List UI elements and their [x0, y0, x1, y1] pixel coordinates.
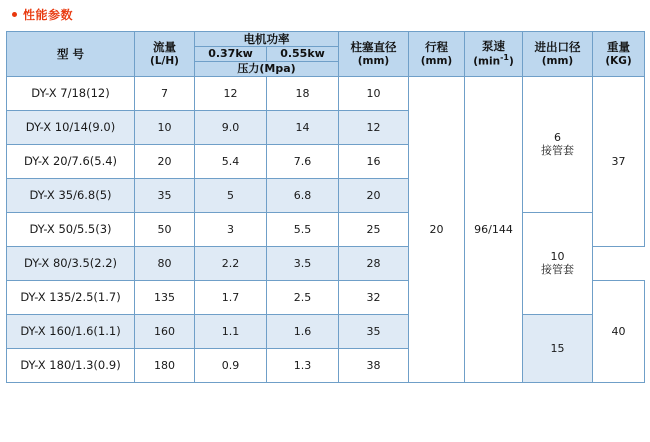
cell-flow: 10 [135, 110, 195, 144]
cell-weight-merged-1: 37 [593, 76, 645, 246]
cell-model: DY-X 135/2.5(1.7) [7, 280, 135, 314]
cell-power-037: 5.4 [195, 144, 267, 178]
header-power-037: 0.37kw [195, 47, 267, 62]
cell-power-055: 1.6 [267, 314, 339, 348]
cell-model: DY-X 80/3.5(2.2) [7, 246, 135, 280]
cell-weight-merged-2: 40 [593, 280, 645, 382]
cell-power-037: 2.2 [195, 246, 267, 280]
header-row-1 [7, 32, 645, 47]
table-row [7, 76, 645, 110]
table-row [7, 212, 645, 246]
header-motor-power: 电机功率 [195, 32, 339, 47]
cell-port-1-line1: 6 [554, 130, 561, 144]
cell-model: DY-X 20/7.6(5.4) [7, 144, 135, 178]
cell-flow: 35 [135, 178, 195, 212]
header-stroke-unit: (mm) [420, 54, 453, 67]
cell-power-055: 6.8 [267, 178, 339, 212]
cell-model: DY-X 160/1.6(1.1) [7, 314, 135, 348]
cell-flow: 135 [135, 280, 195, 314]
header-port-label: 进出口径 [534, 40, 581, 55]
header-port-unit: (mm) [541, 54, 574, 67]
cell-stroke-merged: 20 [409, 76, 465, 382]
cell-flow: 180 [135, 348, 195, 382]
cell-power-037: 1.1 [195, 314, 267, 348]
header-model: 型 号 [7, 32, 135, 77]
cell-port-merged-1 [523, 76, 593, 212]
cell-flow: 20 [135, 144, 195, 178]
header-port-diameter [523, 32, 593, 77]
header-plunger-unit: (mm) [357, 54, 390, 67]
cell-flow: 7 [135, 76, 195, 110]
header-stroke-label: 行程 [425, 40, 448, 55]
cell-model: DY-X 10/14(9.0) [7, 110, 135, 144]
cell-power-055: 2.5 [267, 280, 339, 314]
header-pump-speed-unit [465, 53, 522, 69]
cell-plunger: 25 [339, 212, 409, 246]
performance-parameters-table [6, 31, 645, 383]
section-title [0, 0, 650, 29]
header-pump-speed-unit-b: ) [508, 55, 514, 68]
cell-power-037: 0.9 [195, 348, 267, 382]
cell-power-037: 1.7 [195, 280, 267, 314]
cell-power-055: 14 [267, 110, 339, 144]
header-flow-label: 流量 [153, 40, 176, 55]
cell-power-055: 3.5 [267, 246, 339, 280]
cell-plunger: 20 [339, 178, 409, 212]
header-weight [593, 32, 645, 77]
cell-power-037: 3 [195, 212, 267, 246]
cell-power-037: 9.0 [195, 110, 267, 144]
cell-plunger: 35 [339, 314, 409, 348]
cell-model: DY-X 180/1.3(0.9) [7, 348, 135, 382]
cell-flow: 160 [135, 314, 195, 348]
header-pressure: 压力(Mpa) [195, 62, 339, 77]
cell-power-055: 18 [267, 76, 339, 110]
header-flow [135, 32, 195, 77]
bullet-icon [12, 12, 17, 17]
cell-flow: 50 [135, 212, 195, 246]
cell-plunger: 10 [339, 76, 409, 110]
cell-plunger: 28 [339, 246, 409, 280]
header-pump-speed-label: 泵速 [482, 38, 505, 53]
cell-power-037: 12 [195, 76, 267, 110]
cell-model: DY-X 7/18(12) [7, 76, 135, 110]
cell-pump-speed-merged: 96/144 [465, 76, 523, 382]
header-weight-unit: (KG) [605, 54, 632, 67]
header-power-055: 0.55kw [267, 47, 339, 62]
table-row [7, 314, 645, 348]
header-plunger-diameter [339, 32, 409, 77]
cell-power-055: 7.6 [267, 144, 339, 178]
header-stroke [409, 32, 465, 77]
cell-port-2-line1: 10 [550, 249, 565, 263]
cell-flow: 80 [135, 246, 195, 280]
header-plunger-label: 柱塞直径 [350, 40, 397, 55]
cell-model: DY-X 50/5.5(3) [7, 212, 135, 246]
cell-plunger: 12 [339, 110, 409, 144]
cell-power-037: 5 [195, 178, 267, 212]
cell-power-055: 5.5 [267, 212, 339, 246]
cell-port-merged-3: 15 [523, 314, 593, 382]
cell-port-merged-2 [523, 212, 593, 314]
cell-plunger: 16 [339, 144, 409, 178]
cell-port-1-line2: 接管套 [541, 144, 574, 158]
section-title-text: 性能参数 [23, 8, 74, 22]
cell-port-2-line2: 接管套 [541, 263, 574, 277]
cell-model: DY-X 35/6.8(5) [7, 178, 135, 212]
cell-plunger: 32 [339, 280, 409, 314]
header-flow-unit: (L/H) [150, 54, 179, 67]
cell-power-055: 1.3 [267, 348, 339, 382]
header-weight-label: 重量 [607, 40, 630, 55]
header-pump-speed [465, 32, 523, 77]
cell-plunger: 38 [339, 348, 409, 382]
header-pump-speed-unit-sup: -1 [500, 53, 509, 63]
header-pump-speed-unit-a: (min [473, 55, 501, 68]
